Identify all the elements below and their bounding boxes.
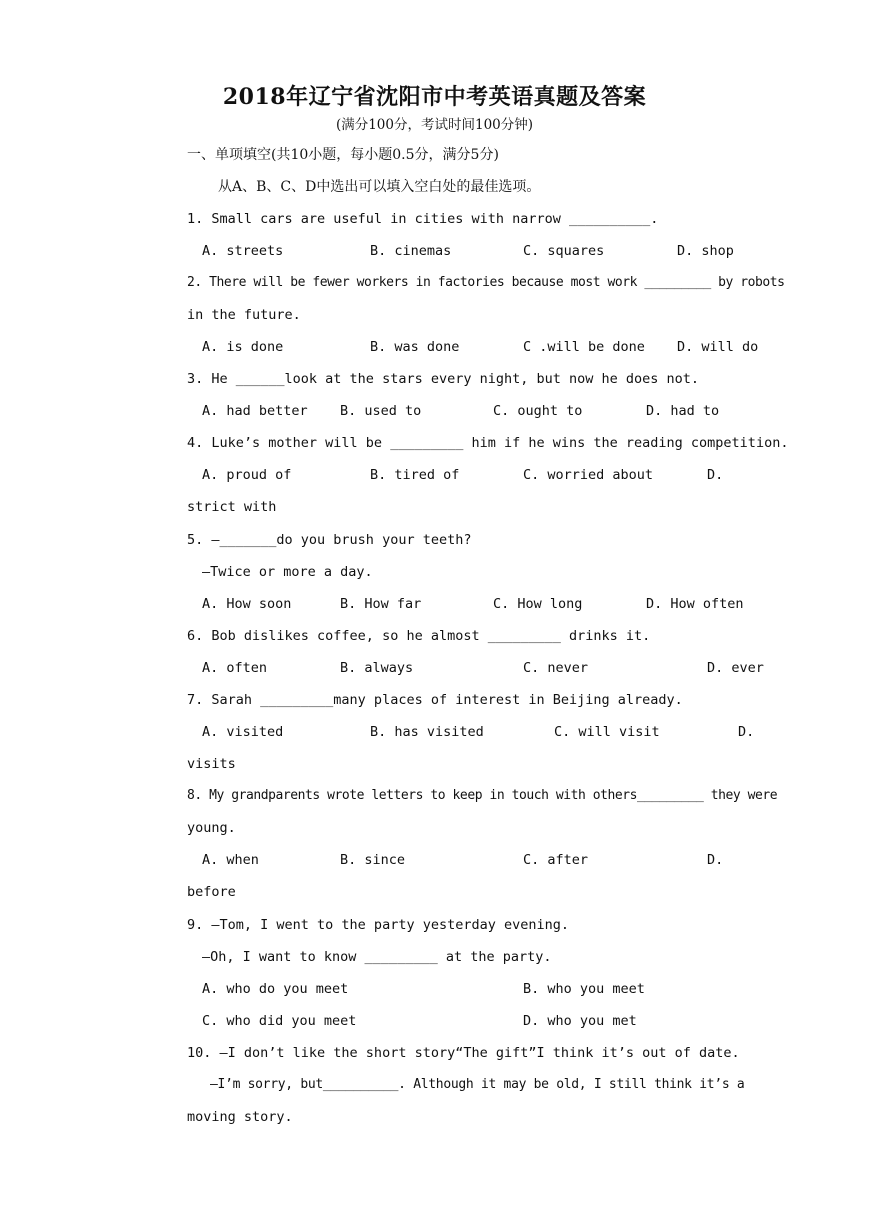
page-title: 2018年辽宁省沈阳市中考英语真题及答案	[222, 84, 647, 110]
question-5-option-a: A. How soon	[202, 596, 292, 612]
question-5-stem: 5. —_______do you brush your teeth?	[187, 532, 472, 548]
question-7-option-c: C. will visit	[554, 724, 660, 740]
question-2-stem-cont: in the future.	[187, 307, 301, 323]
question-7-stem: 7. Sarah _________many places of interest in Beijing already.	[187, 692, 683, 708]
question-8-stem: 8. My grandparents wrote letters to keep in touch with others_________ they were	[187, 788, 778, 803]
question-9-option-b: B. who you meet	[523, 981, 645, 997]
question-10-reply: —I’m sorry, but__________. Although it may be old, I still think it’s a	[210, 1077, 745, 1092]
question-4-option-b: B. tired of	[370, 467, 460, 483]
question-3-option-b: B. used to	[340, 403, 422, 419]
question-5-option-c: C. How long	[493, 596, 583, 612]
question-8-option-d-text: before	[187, 884, 236, 900]
question-2-option-b: B. was done	[370, 339, 460, 355]
question-1-option-a: A. streets	[202, 243, 284, 259]
question-5-option-d: D. How often	[646, 596, 744, 612]
question-9-option-d: D. who you met	[523, 1013, 637, 1029]
question-5-reply: —Twice or more a day.	[202, 564, 373, 580]
question-3-option-d: D. had to	[646, 403, 720, 419]
question-9-option-a: A. who do you meet	[202, 981, 349, 997]
question-1-option-d: D. shop	[677, 243, 734, 259]
question-8-stem-cont: young.	[187, 820, 236, 836]
question-10-reply-cont: moving story.	[187, 1109, 293, 1125]
question-4-option-d: D.	[707, 467, 724, 483]
question-4-stem: 4. Luke’s mother will be _________ him if he wins the reading competition.	[187, 435, 789, 451]
page-subtitle: (满分100分，考试时间100分钟)	[335, 117, 534, 133]
section-instruction: 从A、B、C、D中选出可以填入空白处的最佳选项。	[218, 179, 541, 195]
question-8-option-b: B. since	[340, 852, 406, 868]
question-4-option-a: A. proud of	[202, 467, 292, 483]
section-heading: 一、单项填空(共10小题，每小题0.5分，满分5分)	[187, 147, 499, 163]
question-10-stem: 10. —I don’t like the short story“The gift”I think it’s out of date.	[187, 1045, 740, 1061]
question-2-option-a: A. is done	[202, 339, 284, 355]
question-9-stem: 9. —Tom, I went to the party yesterday evening.	[187, 917, 570, 933]
question-2-option-d: D. will do	[677, 339, 759, 355]
question-9-option-c: C. who did you meet	[202, 1013, 357, 1029]
question-1-option-c: C. squares	[523, 243, 605, 259]
question-3-option-a: A. had better	[202, 403, 308, 419]
question-6-option-a: A. often	[202, 660, 268, 676]
question-2-option-c: C .will be done	[523, 339, 645, 355]
question-4-option-d-text: strict with	[187, 499, 277, 515]
question-7-option-a: A. visited	[202, 724, 284, 740]
question-8-option-d: D.	[707, 852, 724, 868]
question-3-stem: 3. He ______look at the stars every night, but now he does not.	[187, 371, 700, 387]
question-7-option-d-text: visits	[187, 756, 236, 772]
question-6-stem: 6. Bob dislikes coffee, so he almost _________ drinks it.	[187, 628, 651, 644]
question-8-option-a: A. when	[202, 852, 259, 868]
question-9-reply: —Oh, I want to know _________ at the party.	[202, 949, 552, 965]
question-1-option-b: B. cinemas	[370, 243, 452, 259]
question-4-option-c: C. worried about	[523, 467, 654, 483]
question-5-option-b: B. How far	[340, 596, 422, 612]
question-1-stem: 1. Small cars are useful in cities with narrow __________.	[187, 211, 659, 227]
question-7-option-b: B. has visited	[370, 724, 484, 740]
question-6-option-d: D. ever	[707, 660, 764, 676]
question-6-option-b: B. always	[340, 660, 414, 676]
question-7-option-d: D.	[738, 724, 755, 740]
question-8-option-c: C. after	[523, 852, 589, 868]
question-2-stem: 2. There will be fewer workers in factories because most work _________ by robots	[187, 275, 785, 290]
question-6-option-c: C. never	[523, 660, 589, 676]
question-3-option-c: C. ought to	[493, 403, 583, 419]
